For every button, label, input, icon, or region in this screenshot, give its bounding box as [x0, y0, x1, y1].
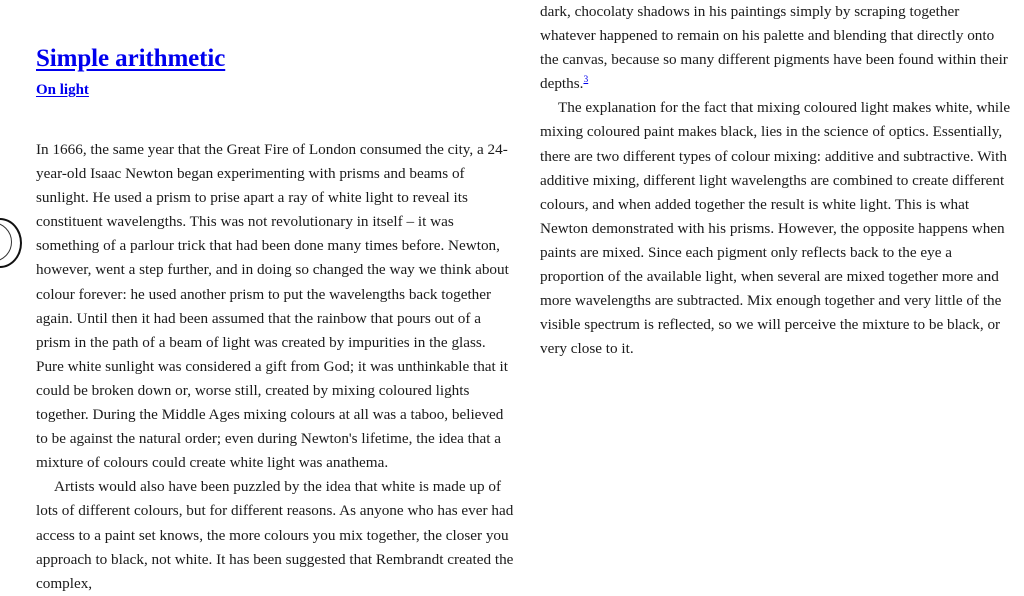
previous-page-button[interactable]: [0, 218, 22, 268]
chapter-title[interactable]: Simple arithmetic: [36, 45, 226, 72]
footnote-reference-link[interactable]: 3: [583, 75, 589, 86]
paragraph: Artists would also have been puzzled by the idea that white is made up of lots of different colours, but for different reasons. As anyone who has ever had access to a paint set knows, the more colours you mix together, the closer you approach to black, not white. It has been suggested that Rembrandt created the complex,: [36, 478, 514, 592]
text-column-left: [36, 0, 514, 592]
left-column-body: [36, 138, 514, 596]
right-column-body: [540, 0, 1016, 361]
text-column-right: [540, 0, 1016, 514]
paragraph-text: dark, chocolaty shadows in his paintings simply by scraping together whatever happened to remain on his palette and blending that directly onto the canvas, because so many different pigments have been found within their depths.: [540, 3, 1008, 93]
paragraph-continued: [540, 0, 1016, 96]
chapter-subtitle[interactable]: On light: [36, 82, 89, 98]
paragraph: The explanation for the fact that mixing coloured light makes white, while mixing coloured paint makes black, lies in the science of optics. Essentially, there are two different types of colour mixing: additive and subtractive. With additive mixing, different light wavelengths are combined to create different colours, and when added together the result is white light. This is what Newton demonstrated with his prisms. However, the opposite happens when paints are mixed. Since each pigment only reflects back to the eye a proportion of the available light, when several are mixed together more and more wavelengths are subtracted. Mix enough together and very little of the visible spectrum is reflected, so we will perceive the mixture to be black, or very close to it.: [540, 99, 1011, 358]
paragraph: In 1666, the same year that the Great Fire of London consumed the city, a 24-year-old Isaac Newton began experimenting with prisms and beams of sunlight. He used a prism to prise apart a ray of white light to reveal its constituent wavelengths. This was not revolutionary in itself – it was something of a parlour trick that had been done many times before. Newton, however, went a step further, and in doing so changed the way we think about colour forever: he used another prism to put the wavelengths back together again. Until then it had been assumed that the rainbow that pours out of a prism in the path of a beam of light was created by impurities in the glass. Pure white sunlight was considered a gift from God; it was unthinkable that it could be broken down or, worse still, created by mixing coloured lights together. During the Middle Ages mixing colours at all was a taboo, believed to be against the natural order; even during Newton's lifetime, the idea that a mixture of colours could create white light was anathema.: [36, 141, 509, 472]
